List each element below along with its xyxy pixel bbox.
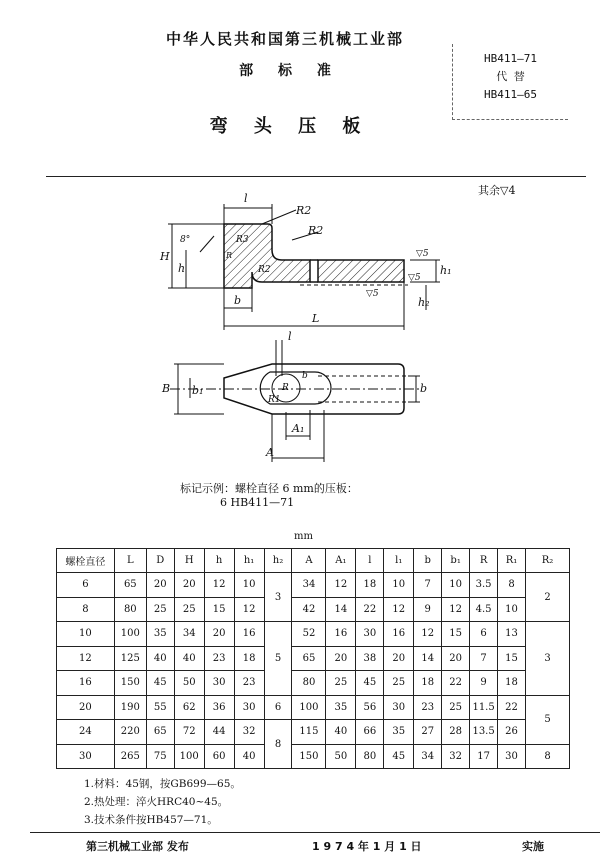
cell: 23 bbox=[204, 646, 234, 671]
cell: 62 bbox=[174, 695, 204, 720]
cell: 42 bbox=[292, 597, 326, 622]
col-header: A bbox=[292, 549, 326, 573]
cell: 34 bbox=[292, 573, 326, 598]
cell: 25 bbox=[384, 671, 414, 696]
cell: 14 bbox=[326, 597, 356, 622]
cell: 150 bbox=[114, 671, 146, 696]
cell-r2-group: 5 bbox=[526, 695, 570, 744]
cell: 30 bbox=[234, 695, 264, 720]
cell: 7 bbox=[414, 573, 442, 598]
replaced-code: HB411—65 bbox=[484, 88, 537, 101]
cell: 40 bbox=[174, 646, 204, 671]
table-row bbox=[57, 695, 570, 720]
label-L: L bbox=[312, 312, 320, 325]
header-rule bbox=[46, 176, 586, 177]
surface-finish-rest: 其余▽4 bbox=[478, 184, 516, 197]
cell: 65 bbox=[292, 646, 326, 671]
cell: 150 bbox=[292, 744, 326, 769]
col-header: L bbox=[114, 549, 146, 573]
cell: 44 bbox=[204, 720, 234, 745]
cell: 60 bbox=[204, 744, 234, 769]
label-r-small: R bbox=[226, 251, 233, 260]
cell: 17 bbox=[470, 744, 498, 769]
table-row bbox=[57, 671, 570, 696]
footer-publisher: 第三机械工业部 发布 bbox=[86, 840, 189, 853]
cell: 45 bbox=[356, 671, 384, 696]
cell-r2-group: 8 bbox=[526, 744, 570, 769]
cell: 20 bbox=[326, 646, 356, 671]
cell: 16 bbox=[326, 622, 356, 647]
cell-h2-group: 6 bbox=[264, 695, 292, 720]
label-l-top: l bbox=[244, 192, 248, 205]
cell: 35 bbox=[146, 622, 174, 647]
cell: 9 bbox=[470, 671, 498, 696]
note-material: 1.材料：45钢，按GB699—65。 bbox=[84, 778, 241, 790]
standard-code: HB411—71 bbox=[484, 52, 537, 65]
table-unit: mm bbox=[294, 531, 313, 542]
label-r2-inner: R2 bbox=[258, 265, 271, 275]
cell: 80 bbox=[114, 597, 146, 622]
footer-date: 1 9 7 4 年 1 月 1 日 bbox=[312, 840, 422, 853]
table-row bbox=[57, 720, 570, 745]
label-b-slot: b bbox=[302, 371, 308, 381]
cell: 23 bbox=[234, 671, 264, 696]
label-r2-top: R2 bbox=[296, 204, 312, 217]
label-l-small: l bbox=[288, 330, 292, 343]
ministry-name: 中华人民共和国第三机械工业部 bbox=[165, 30, 404, 48]
col-header: b₁ bbox=[442, 549, 470, 573]
label-h1: h₁ bbox=[440, 264, 452, 277]
cell: 190 bbox=[114, 695, 146, 720]
cell: 12 bbox=[384, 597, 414, 622]
cell: 15 bbox=[442, 622, 470, 647]
cell: 15 bbox=[498, 646, 526, 671]
cell: 12 bbox=[442, 597, 470, 622]
cell: 15 bbox=[204, 597, 234, 622]
cell: 22 bbox=[356, 597, 384, 622]
standard-type: 部 标 准 bbox=[239, 63, 331, 79]
finish-mark-bottom: ▽5 bbox=[366, 289, 379, 299]
table-row bbox=[57, 622, 570, 647]
table-row bbox=[57, 597, 570, 622]
cell: 28 bbox=[442, 720, 470, 745]
cell: 12 bbox=[234, 597, 264, 622]
cell: 22 bbox=[498, 695, 526, 720]
col-header: R₁ bbox=[498, 549, 526, 573]
cell: 32 bbox=[234, 720, 264, 745]
label-h2: h₂ bbox=[418, 296, 430, 309]
footer-status: 实施 bbox=[522, 840, 544, 853]
cell: 18 bbox=[414, 671, 442, 696]
label-r3: R3 bbox=[236, 235, 249, 245]
table-row bbox=[57, 744, 570, 769]
cell: 65 bbox=[114, 573, 146, 598]
cell: 20 bbox=[442, 646, 470, 671]
note-technical-conditions: 3.技术条件按HB457—71。 bbox=[84, 814, 218, 826]
cell: 55 bbox=[146, 695, 174, 720]
label-r1: R1 bbox=[268, 395, 281, 405]
cell: 20 bbox=[146, 573, 174, 598]
finish-mark-top: ▽5 bbox=[416, 249, 429, 259]
cell: 72 bbox=[174, 720, 204, 745]
cell: 16 bbox=[57, 671, 115, 696]
cell: 9 bbox=[414, 597, 442, 622]
cell: 80 bbox=[356, 744, 384, 769]
marking-code: 6 HB411—71 bbox=[220, 496, 295, 509]
cell-r2-group: 2 bbox=[526, 573, 570, 622]
cell: 14 bbox=[414, 646, 442, 671]
cell: 26 bbox=[498, 720, 526, 745]
cell-h2-group: 3 bbox=[264, 573, 292, 622]
cell: 75 bbox=[146, 744, 174, 769]
table-header-row bbox=[57, 549, 570, 573]
cell: 65 bbox=[146, 720, 174, 745]
cell: 20 bbox=[174, 573, 204, 598]
cell: 32 bbox=[442, 744, 470, 769]
label-h-inner: h bbox=[178, 262, 186, 275]
cell: 30 bbox=[356, 622, 384, 647]
cell: 35 bbox=[384, 720, 414, 745]
cell: 20 bbox=[384, 646, 414, 671]
cell: 18 bbox=[498, 671, 526, 696]
cell: 25 bbox=[326, 671, 356, 696]
col-header: b bbox=[414, 549, 442, 573]
top-view bbox=[170, 340, 420, 462]
cell: 10 bbox=[498, 597, 526, 622]
cell: 4.5 bbox=[470, 597, 498, 622]
cell: 38 bbox=[356, 646, 384, 671]
cell: 18 bbox=[356, 573, 384, 598]
cell: 20 bbox=[204, 622, 234, 647]
cell: 16 bbox=[234, 622, 264, 647]
cell: 27 bbox=[414, 720, 442, 745]
cell: 3.5 bbox=[470, 573, 498, 598]
cell: 6 bbox=[470, 622, 498, 647]
cell: 220 bbox=[114, 720, 146, 745]
cell: 100 bbox=[114, 622, 146, 647]
label-a1: A₁ bbox=[292, 422, 305, 435]
col-header: D bbox=[146, 549, 174, 573]
cell: 23 bbox=[414, 695, 442, 720]
table-row bbox=[57, 573, 570, 598]
col-header: h₁ bbox=[234, 549, 264, 573]
cell: 52 bbox=[292, 622, 326, 647]
cell: 13 bbox=[498, 622, 526, 647]
cell: 11.5 bbox=[470, 695, 498, 720]
label-b: b bbox=[234, 294, 242, 307]
label-r-slot: R bbox=[282, 383, 289, 393]
col-header: H bbox=[174, 549, 204, 573]
marking-example: 标记示例：螺栓直径 6 mm的压板： bbox=[180, 482, 358, 495]
replaces-label: 代 替 bbox=[496, 70, 525, 83]
cell: 10 bbox=[234, 573, 264, 598]
cell: 12 bbox=[326, 573, 356, 598]
cell: 10 bbox=[442, 573, 470, 598]
cell: 36 bbox=[204, 695, 234, 720]
label-b1: b₁ bbox=[192, 384, 204, 397]
col-header: h₂ bbox=[264, 549, 292, 573]
cell: 35 bbox=[326, 695, 356, 720]
spec-table bbox=[56, 548, 570, 769]
cell: 100 bbox=[292, 695, 326, 720]
cell: 16 bbox=[384, 622, 414, 647]
label-b-right: b bbox=[420, 382, 428, 395]
cell: 30 bbox=[384, 695, 414, 720]
cell: 6 bbox=[57, 573, 115, 598]
col-header: A₁ bbox=[326, 549, 356, 573]
side-view-labels bbox=[159, 192, 452, 325]
cell: 13.5 bbox=[470, 720, 498, 745]
col-header: R bbox=[470, 549, 498, 573]
cell: 30 bbox=[498, 744, 526, 769]
top-view-labels bbox=[161, 330, 427, 459]
col-header: h bbox=[204, 549, 234, 573]
cell: 25 bbox=[174, 597, 204, 622]
cell: 8 bbox=[57, 597, 115, 622]
cell: 50 bbox=[174, 671, 204, 696]
cell: 24 bbox=[57, 720, 115, 745]
cell: 30 bbox=[204, 671, 234, 696]
col-header: l bbox=[356, 549, 384, 573]
cell: 40 bbox=[326, 720, 356, 745]
cell: 8 bbox=[498, 573, 526, 598]
cell: 50 bbox=[326, 744, 356, 769]
cell: 22 bbox=[442, 671, 470, 696]
cell: 25 bbox=[442, 695, 470, 720]
cell: 30 bbox=[57, 744, 115, 769]
side-view bbox=[168, 204, 440, 330]
col-header: 螺栓直径 bbox=[57, 549, 115, 573]
cell-h2-group: 8 bbox=[264, 720, 292, 769]
cell: 40 bbox=[234, 744, 264, 769]
note-heat-treatment: 2.热处理：淬火HRC40~45。 bbox=[84, 796, 229, 808]
col-header: R₂ bbox=[526, 549, 570, 573]
cell: 45 bbox=[146, 671, 174, 696]
document-title: 弯 头 压 板 bbox=[209, 116, 361, 137]
label-h: H bbox=[160, 250, 170, 263]
cell: 34 bbox=[414, 744, 442, 769]
cell: 34 bbox=[174, 622, 204, 647]
cell: 66 bbox=[356, 720, 384, 745]
cell: 80 bbox=[292, 671, 326, 696]
cell: 18 bbox=[234, 646, 264, 671]
technical-drawing bbox=[0, 180, 600, 480]
cell: 56 bbox=[356, 695, 384, 720]
cell: 45 bbox=[384, 744, 414, 769]
cell: 12 bbox=[57, 646, 115, 671]
label-r2-mid: R2 bbox=[308, 224, 324, 237]
cell: 10 bbox=[384, 573, 414, 598]
cell: 40 bbox=[146, 646, 174, 671]
cell: 115 bbox=[292, 720, 326, 745]
cell: 125 bbox=[114, 646, 146, 671]
footer bbox=[30, 832, 600, 854]
label-B: B bbox=[162, 382, 171, 395]
cell: 100 bbox=[174, 744, 204, 769]
cell-r2-group: 3 bbox=[526, 622, 570, 696]
col-header: l₁ bbox=[384, 549, 414, 573]
cell: 25 bbox=[146, 597, 174, 622]
finish-mark-right: ▽5 bbox=[408, 273, 421, 283]
cell: 12 bbox=[414, 622, 442, 647]
cell: 7 bbox=[470, 646, 498, 671]
cell-h2-group: 5 bbox=[264, 622, 292, 696]
cell: 20 bbox=[57, 695, 115, 720]
table-row bbox=[57, 646, 570, 671]
cell: 265 bbox=[114, 744, 146, 769]
label-angle: 8° bbox=[180, 235, 191, 245]
label-A: A bbox=[266, 446, 274, 459]
cell: 10 bbox=[57, 622, 115, 647]
standard-code-box bbox=[452, 44, 568, 120]
cell: 12 bbox=[204, 573, 234, 598]
